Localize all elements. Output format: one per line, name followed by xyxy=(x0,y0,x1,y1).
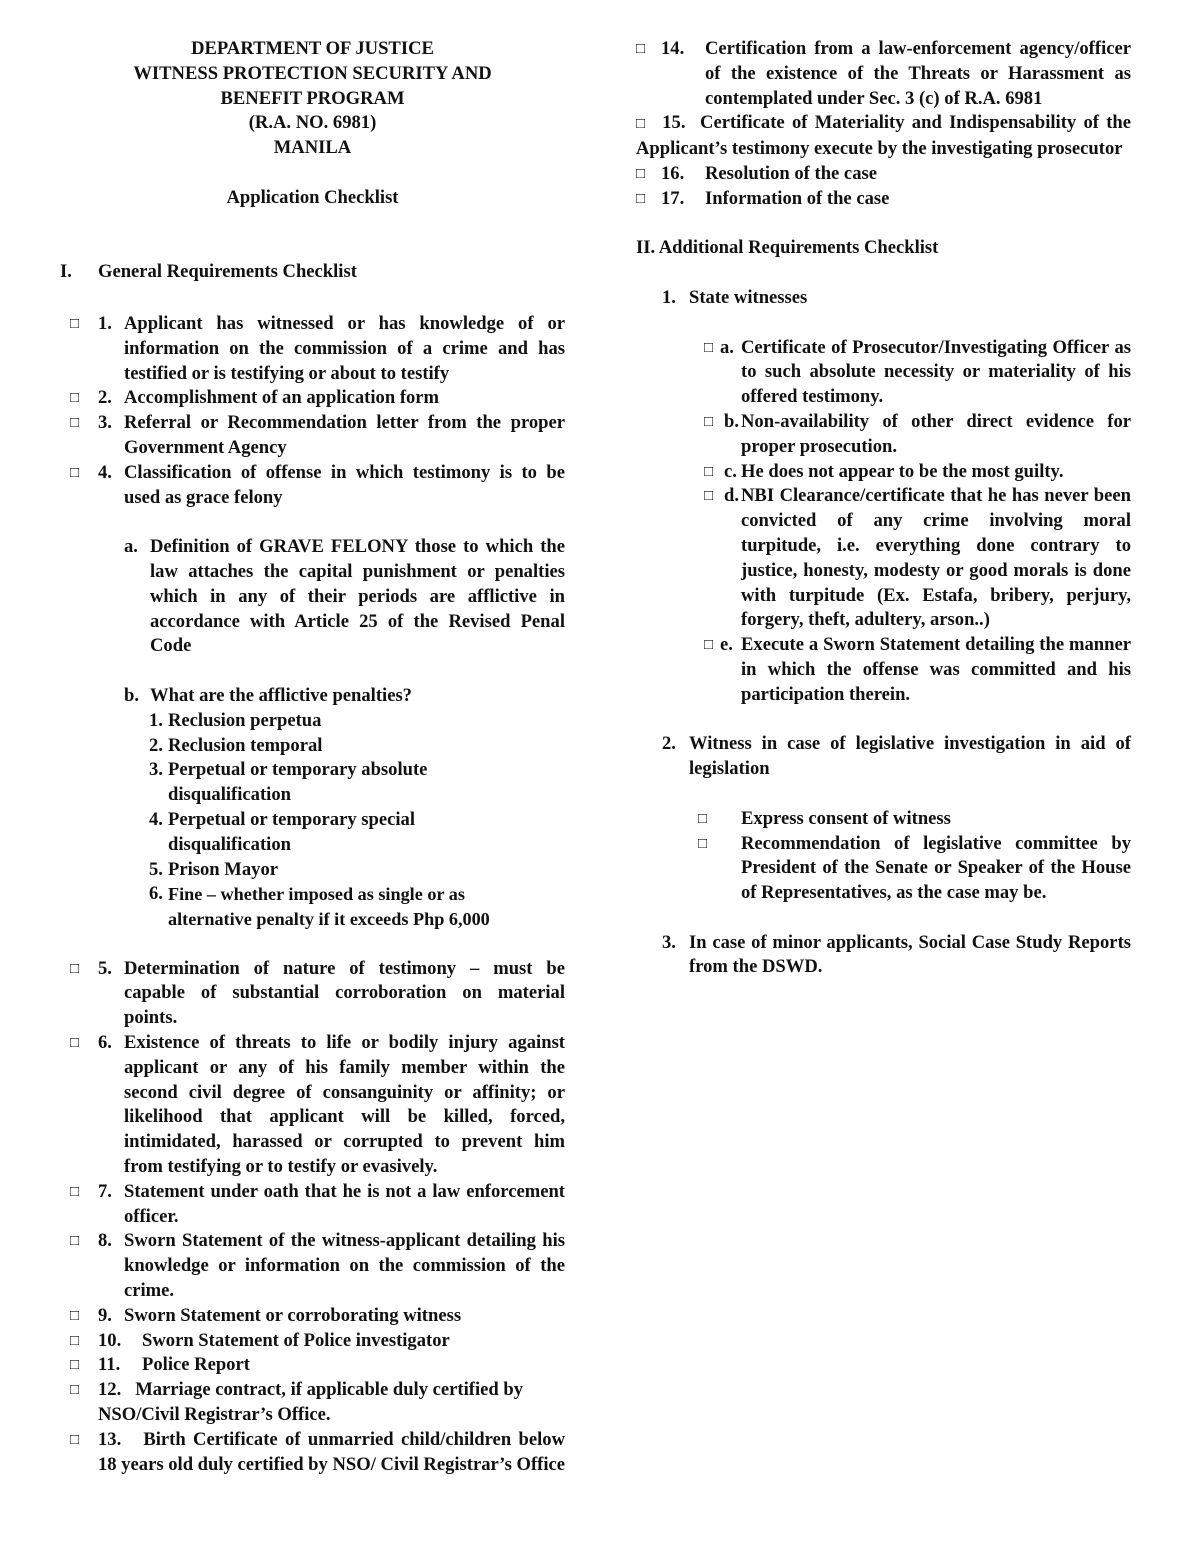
checklist-item-1[interactable] xyxy=(60,312,565,386)
legislative-item-1[interactable] xyxy=(698,807,1131,832)
checkbox-icon[interactable]: □ xyxy=(636,190,646,207)
item-number: 17. xyxy=(661,187,685,209)
item-text: Execute a Sworn Statement detailing the manner in which the offense was committed and his participation therein. xyxy=(741,634,1131,705)
section-1-title: General Requirements Checklist xyxy=(98,261,357,283)
penalty-text: Perpetual or temporary special disqualification xyxy=(168,808,415,855)
penalty-item xyxy=(149,734,549,759)
item-number: 14. xyxy=(661,38,685,59)
penalty-text: Reclusion temporal xyxy=(168,734,323,756)
subsection-number: 1. xyxy=(662,286,676,308)
checkbox-icon[interactable]: □ xyxy=(70,415,80,432)
item-text-body: Marriage contract, if applicable duly certified by NSO/Civil Registrar’s Office. xyxy=(98,1379,524,1426)
checkbox-icon[interactable]: □ xyxy=(70,1357,80,1374)
item-text: Classification of offense in which testimony is to be used as grace felony xyxy=(124,461,565,508)
item-text: Applicant has witnessed or has knowledge of or information on the commission of a crime and has testified or is testifying or about to testify xyxy=(124,312,565,384)
checklist-item-13[interactable] xyxy=(60,1428,565,1478)
item-text: Certification from a law-enforcement agency/officer of the existence of the Threats or Harassment as contemplated under Sec. 3 (c) of R.A. 6981 xyxy=(705,38,1131,109)
subsection-title: State witnesses xyxy=(689,286,808,308)
penalty-item xyxy=(149,858,549,883)
penalty-item xyxy=(149,808,549,858)
item-number: 10. xyxy=(98,1329,122,1351)
state-witness-item-d[interactable] xyxy=(704,484,1131,633)
state-witness-item-a[interactable] xyxy=(704,336,1131,410)
item-number: 8. xyxy=(98,1230,112,1252)
item-number: 7. xyxy=(98,1180,112,1202)
item-number: 16. xyxy=(661,162,685,184)
penalty-text: Fine – whether imposed as single or as alternative penalty if it exceeds Php 6,000 xyxy=(168,884,490,930)
afflictive-penalties-question xyxy=(124,684,565,709)
header-line-1: DEPARTMENT OF JUSTICE xyxy=(191,38,434,59)
item-text xyxy=(98,1428,565,1478)
section-1-number: I. xyxy=(60,261,72,283)
checkbox-icon[interactable]: □ xyxy=(70,1307,80,1324)
checklist-item-9[interactable] xyxy=(60,1304,565,1329)
checkbox-icon[interactable]: □ xyxy=(70,390,80,407)
item-text: Information of the case xyxy=(705,187,890,209)
checklist-item-4[interactable] xyxy=(60,461,565,511)
item-text: Statement under oath that he is not a law enforcement officer. xyxy=(124,1180,565,1227)
item-text: Recommendation of legislative committee by President of the Senate or Speaker of the House of Representatives, as the case may be. xyxy=(741,832,1131,904)
minor-applicants-item xyxy=(662,931,1131,981)
checkbox-icon[interactable]: □ xyxy=(704,463,714,480)
state-witnesses-heading xyxy=(662,286,1131,311)
checklist-item-7[interactable] xyxy=(60,1180,565,1230)
section-1-heading xyxy=(60,260,565,285)
item-label: a. xyxy=(720,336,734,358)
checkbox-icon[interactable]: □ xyxy=(70,1183,80,1200)
item-number: 3. xyxy=(98,412,112,434)
state-witness-item-e[interactable] xyxy=(704,633,1131,707)
checkbox-icon[interactable]: □ xyxy=(704,637,714,654)
item-label: b. xyxy=(724,410,739,432)
item-label: e. xyxy=(720,634,733,656)
item-number: 6. xyxy=(98,1032,112,1054)
item-text: Police Report xyxy=(142,1354,250,1376)
checklist-item-8[interactable] xyxy=(60,1229,565,1303)
penalty-number: 3. xyxy=(149,759,163,781)
item-text: Sworn Statement of the witness-applicant detailing his knowledge or information on the commission of the crime. xyxy=(124,1230,565,1302)
item-text: Resolution of the case xyxy=(705,162,877,184)
checkbox-icon[interactable]: □ xyxy=(70,1035,80,1052)
document-header xyxy=(60,37,565,161)
penalty-number: 2. xyxy=(149,734,163,756)
subsection-title: Witness in case of legislative investigation in aid of legislation xyxy=(689,733,1131,780)
penalty-item xyxy=(149,709,549,734)
checkbox-icon[interactable]: □ xyxy=(70,960,80,977)
penalty-item xyxy=(149,882,549,932)
sub-label: a. xyxy=(124,536,138,558)
item-text: Sworn Statement of Police investigator xyxy=(142,1329,450,1351)
checkbox-icon[interactable]: □ xyxy=(70,1382,80,1399)
item-text: Non-availability of other direct evidence for proper prosecution. xyxy=(741,410,1131,457)
penalty-list xyxy=(149,709,549,932)
item-text-body: Birth Certificate of unmarried child/children below 18 years old duly certified by NSO/ Civil Registrar’s Office xyxy=(98,1428,566,1475)
item-text: Existence of threats to life or bodily injury against applicant or any of his family member within the second civil degree of consanguinity or affinity; or likelihood that applicant will be killed, forced, intimidated, harassed or corrupted to prevent him from testifying or to testify or evasively. xyxy=(124,1032,565,1178)
checkbox-icon[interactable]: □ xyxy=(704,413,714,430)
checklist-item-12[interactable] xyxy=(60,1378,565,1428)
checkbox-icon[interactable]: □ xyxy=(70,315,80,332)
sub-text: What are the afflictive penalties? xyxy=(150,684,412,706)
penalty-text: Perpetual or temporary absolute disqualification xyxy=(168,759,428,806)
checklist-item-14[interactable] xyxy=(636,37,1131,111)
penalty-number: 4. xyxy=(149,808,163,830)
item-number: 1. xyxy=(98,312,112,334)
item-number: 2. xyxy=(98,387,112,409)
subsection-text: In case of minor applicants, Social Case Study Reports from the DSWD. xyxy=(689,931,1131,978)
item-text: Sworn Statement or corroborating witness xyxy=(124,1304,462,1326)
item-text: Determination of nature of testimony – must be capable of substantial corroboration on material points. xyxy=(124,957,565,1029)
item-number: 9. xyxy=(98,1304,112,1326)
item-text: Accomplishment of an application form xyxy=(124,387,440,409)
checklist-item-15[interactable] xyxy=(636,111,1131,162)
state-witness-item-c[interactable] xyxy=(704,460,1131,485)
subsection-number: 2. xyxy=(662,733,676,755)
item-text: Certificate of Materiality and Indispensability of the Applicant’s testimony execute by the investigating prosecutor xyxy=(636,112,1131,160)
checkbox-icon[interactable]: □ xyxy=(70,1233,80,1250)
checklist-item-16[interactable] xyxy=(636,162,1131,187)
header-line-4: (R.A. NO. 6981) xyxy=(248,112,377,134)
penalty-number: 1. xyxy=(149,709,163,731)
legislative-item-2[interactable] xyxy=(698,832,1131,906)
item-text: Express consent of witness xyxy=(741,807,951,829)
legislative-witness-heading xyxy=(662,732,1131,782)
checklist-item-10[interactable] xyxy=(60,1329,565,1354)
penalty-text: Reclusion perpetua xyxy=(168,709,322,731)
item-text: Referral or Recommendation letter from the proper Government Agency xyxy=(124,412,565,458)
legislative-witness-list xyxy=(698,807,1131,906)
checkbox-icon[interactable]: □ xyxy=(70,464,80,481)
header-line-5: MANILA xyxy=(273,137,352,159)
penalty-text: Prison Mayor xyxy=(168,858,278,880)
penalty-number: 6. xyxy=(149,883,163,905)
penalty-item xyxy=(149,758,549,808)
item-number: 12. xyxy=(98,1379,122,1401)
checkbox-icon[interactable]: □ xyxy=(704,488,714,505)
checkbox-icon[interactable]: □ xyxy=(70,1431,80,1448)
penalty-number: 5. xyxy=(149,858,163,880)
page-title: Application Checklist xyxy=(226,186,399,208)
item-text xyxy=(98,1378,565,1428)
checklist-item-3[interactable] xyxy=(60,411,565,461)
item-text: He does not appear to be the most guilty. xyxy=(741,460,1064,482)
sub-text: Definition of GRAVE FELONY those to which the law attaches the capital punishment or penalties which in any of their periods are afflictive in accordance with Article 25 of the Revised Penal Code xyxy=(150,536,565,657)
checklist-item-5[interactable] xyxy=(60,957,565,1031)
sub-label: b. xyxy=(124,684,139,706)
checkbox-icon[interactable]: □ xyxy=(704,339,714,356)
checklist-item-6[interactable] xyxy=(60,1031,565,1180)
grave-felony-definition xyxy=(124,535,565,659)
checklist-item-2[interactable] xyxy=(60,386,565,411)
checkbox-icon[interactable]: □ xyxy=(636,165,646,182)
header-line-2: WITNESS PROTECTION SECURITY AND xyxy=(133,62,492,84)
item-number: 15. xyxy=(662,112,686,134)
right-column xyxy=(636,37,1131,980)
left-column xyxy=(60,37,565,1477)
checklist-item-17[interactable] xyxy=(636,187,1131,212)
state-witness-list xyxy=(704,336,1131,708)
checkbox-icon[interactable]: □ xyxy=(70,1332,80,1349)
state-witness-item-b[interactable] xyxy=(704,410,1131,460)
item-text: Certificate of Prosecutor/Investigating Officer as to such absolute necessity or materiality of his offered testimony. xyxy=(741,336,1131,408)
item-label: d. xyxy=(724,485,739,507)
checklist-item-11[interactable] xyxy=(60,1353,565,1378)
checkbox-icon[interactable]: □ xyxy=(698,835,708,852)
checkbox-icon[interactable]: □ xyxy=(636,116,648,133)
section-2-title: II. Additional Requirements Checklist xyxy=(636,237,939,259)
checkbox-icon[interactable]: □ xyxy=(698,810,708,827)
item-number: 13. xyxy=(98,1428,122,1450)
checkbox-icon[interactable]: □ xyxy=(636,41,646,57)
item-text: NBI Clearance/certificate that he has never been convicted of any crime involving moral turpitude, i.e. everything done contrary to justice, honesty, modesty or good morals is done with turpitude (Ex. Estafa, bribery, perjury, forgery, theft, adultery, arson..) xyxy=(741,485,1131,631)
item-label: c. xyxy=(724,460,737,482)
subsection-number: 3. xyxy=(662,931,676,953)
item-number: 11. xyxy=(98,1354,121,1376)
item-number: 5. xyxy=(98,957,112,979)
item-number: 4. xyxy=(98,461,112,483)
header-line-3: BENEFIT PROGRAM xyxy=(220,87,405,109)
